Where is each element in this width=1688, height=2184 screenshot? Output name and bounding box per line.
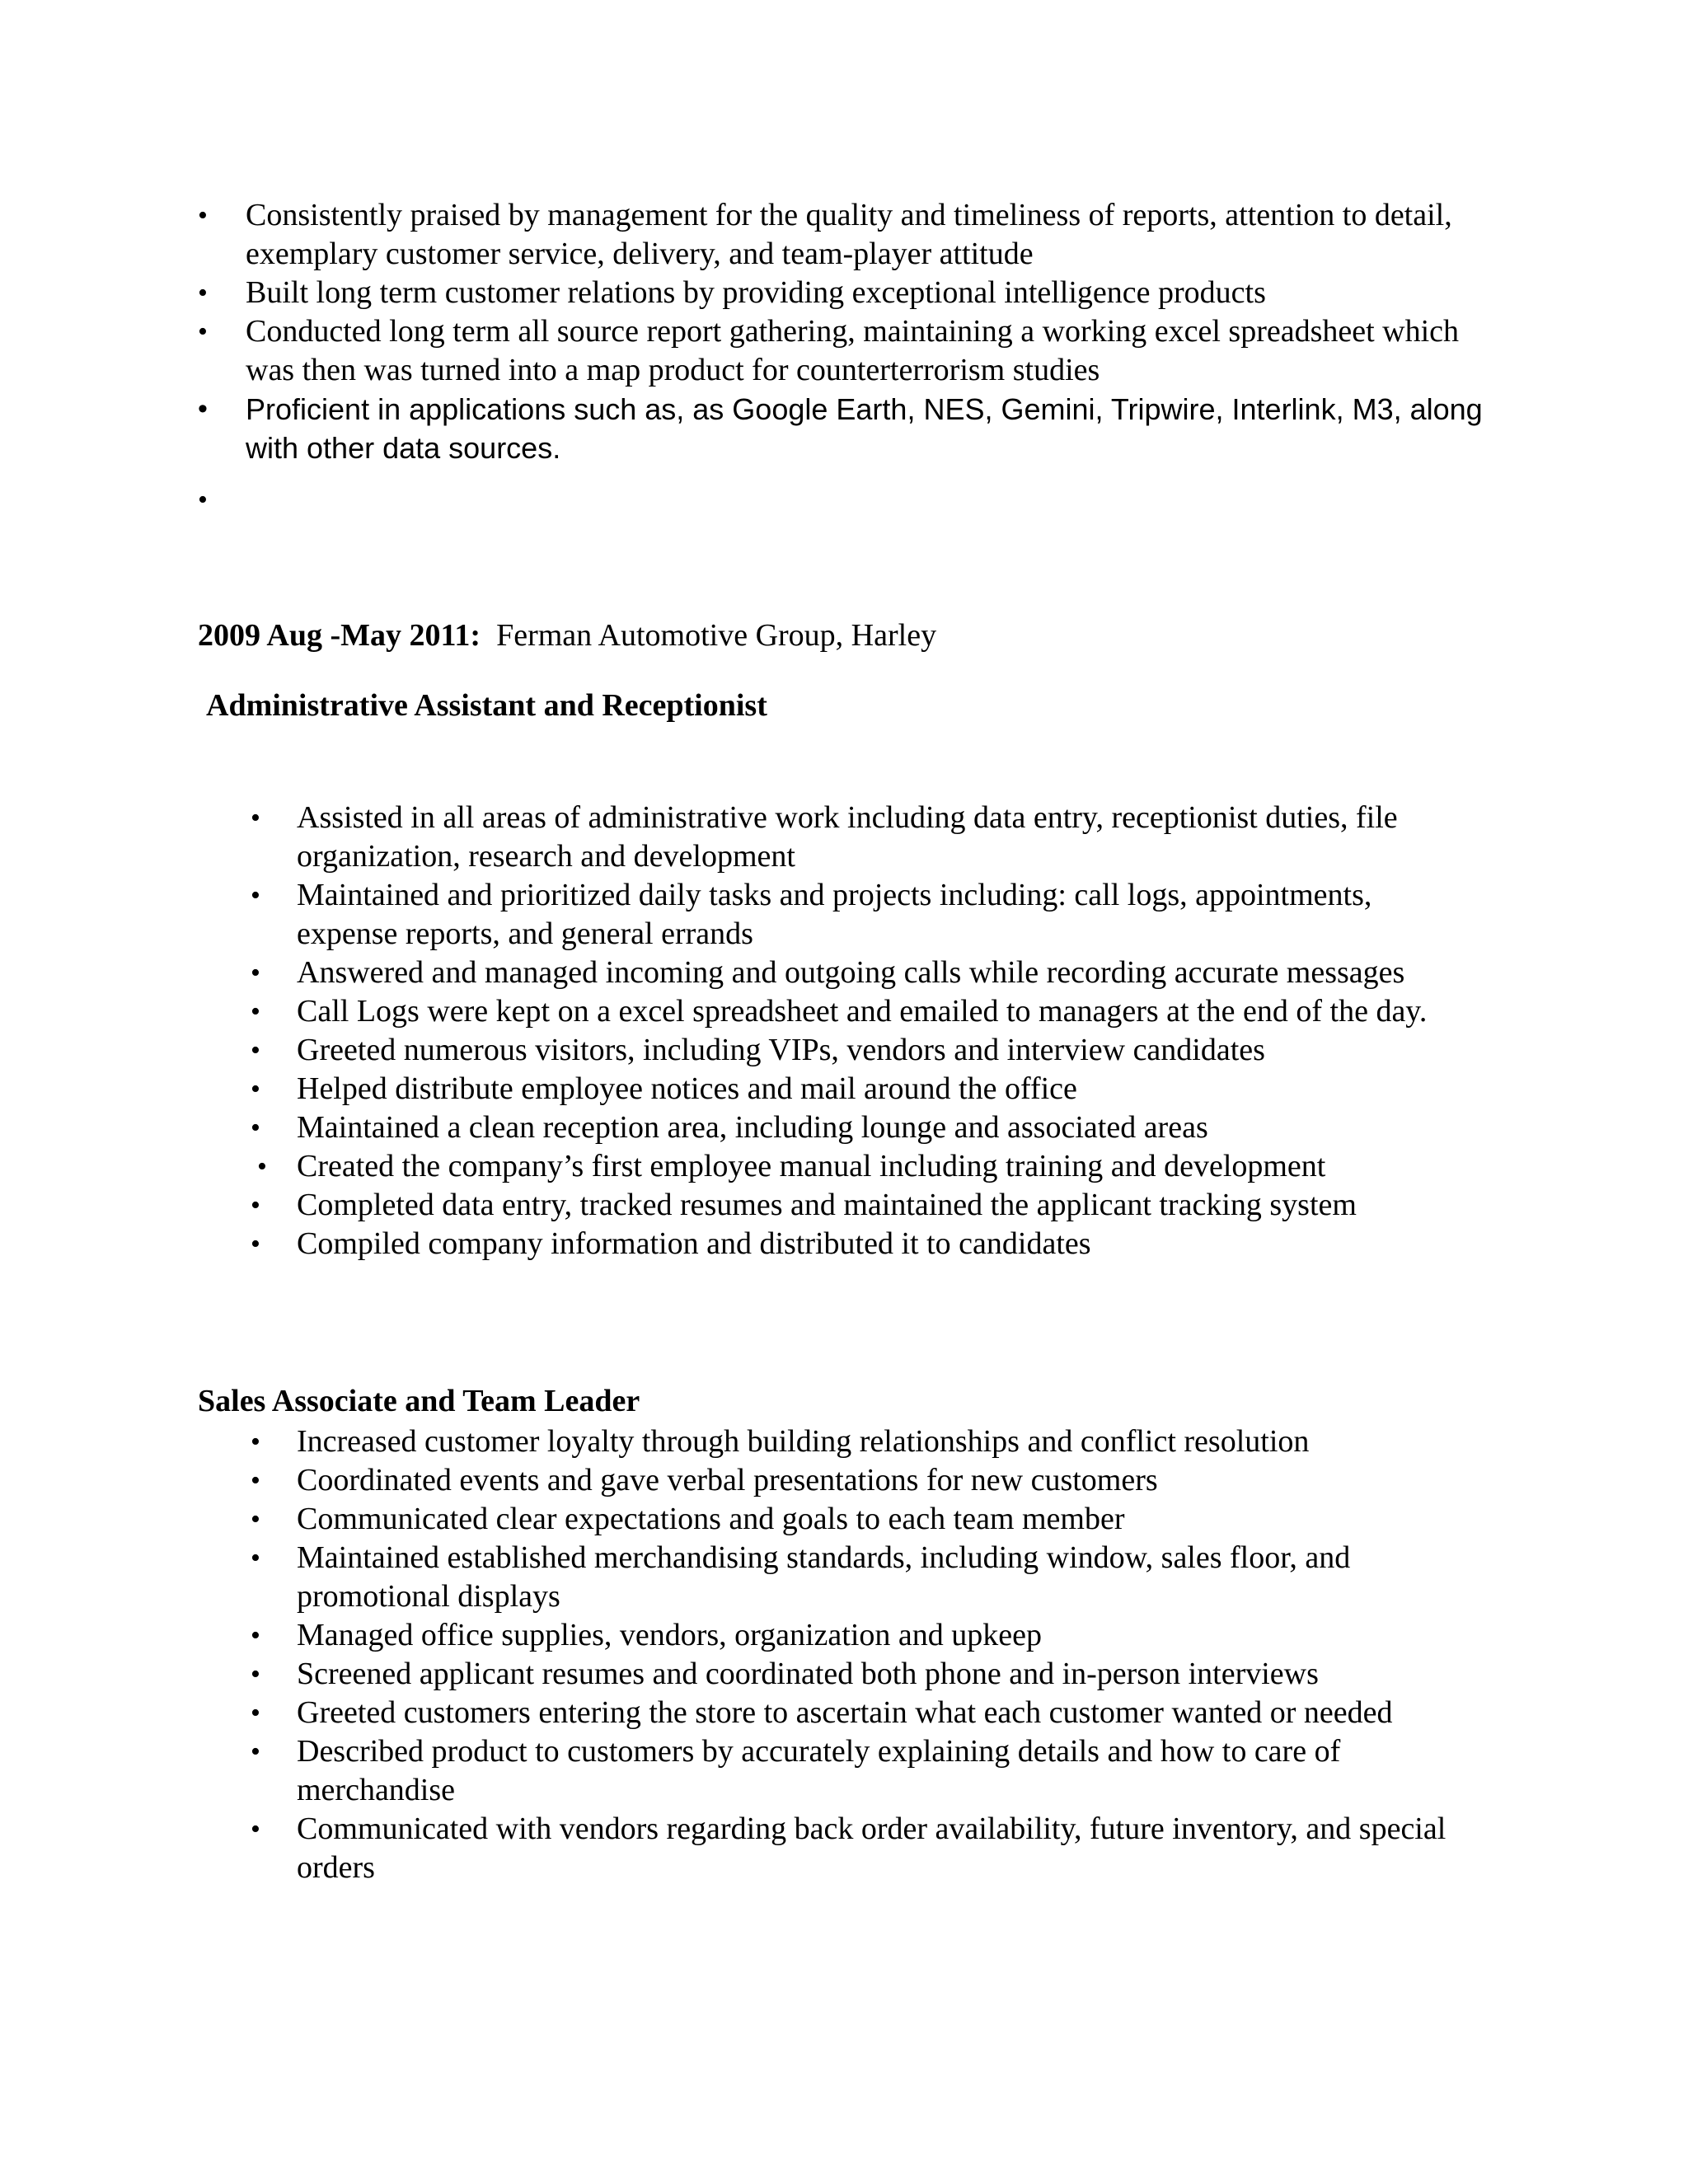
list-item: • Built long term customer relations by providing exceptional intelligence products [246,274,1515,312]
job-employer: Ferman Automotive Group, Harley [496,618,937,653]
list-item: • Conducted long term all source report gathering, maintaining a working excel spreadsheet which was then was turned into a map product for counterterrorism studies [246,312,1515,390]
list-item: • Maintained established merchandising standards, including window, sales floor, and promotional displays [297,1539,1467,1616]
list-item: • Greeted numerous visitors, including VIPs, vendors and interview candidates [297,1031,1467,1070]
list-item: • Created the company’s first employee manual including training and development [297,1147,1467,1186]
list-item: • Helped distribute employee notices and mail around the office [297,1070,1467,1108]
list-item: • Maintained a clean reception area, including lounge and associated areas [297,1108,1467,1147]
list-item: • Consistently praised by management for the quality and timeliness of reports, attention to detail, exemplary customer service, delivery, and team-player attitude [246,196,1515,274]
list-item: • Answered and managed incoming and outgoing calls while recording accurate messages [297,954,1467,992]
skills-list [246,196,1515,514]
list-item: • Communicated with vendors regarding back order availability, future inventory, and special orders [297,1810,1467,1887]
job-dates: 2009 Aug -May 2011: [198,618,481,653]
list-item: • Screened applicant resumes and coordinated both phone and in-person interviews [297,1655,1467,1694]
list-item: • Communicated clear expectations and goals to each team member [297,1500,1467,1539]
section-heading-sales: Sales Associate and Team Leader [198,1384,640,1418]
list-item: • Described product to customers by accurately explaining details and how to care of merchandise [297,1732,1467,1810]
list-item: • Maintained and prioritized daily tasks and projects including: call logs, appointments, expense reports, and general errands [297,876,1467,954]
job-line [198,616,936,655]
list-item: • Greeted customers entering the store to ascertain what each customer wanted or needed [297,1694,1467,1732]
list-item: • Call Logs were kept on a excel spreadsheet and emailed to managers at the end of the day. [297,992,1467,1031]
list-item: • Managed office supplies, vendors, organization and upkeep [297,1616,1467,1655]
list-item: • Assisted in all areas of administrative work including data entry, receptionist duties, file organization, research and development [297,799,1467,876]
empty-list-item [246,467,1515,514]
sales-duties-list [297,1422,1467,1887]
section-heading-admin: Administrative Assistant and Receptionist [206,688,767,723]
list-item: • Increased customer loyalty through building relationships and conflict resolution [297,1422,1467,1461]
list-item: • Coordinated events and gave verbal presentations for new customers [297,1461,1467,1500]
admin-duties-list [297,799,1467,1263]
list-item: • Completed data entry, tracked resumes and maintained the applicant tracking system [297,1186,1467,1225]
list-item: • Proficient in applications such as, as Google Earth, NES, Gemini, Tripwire, Interlink, M3, along with other data sources. [246,390,1515,467]
list-item: • Compiled company information and distributed it to candidates [297,1225,1467,1263]
